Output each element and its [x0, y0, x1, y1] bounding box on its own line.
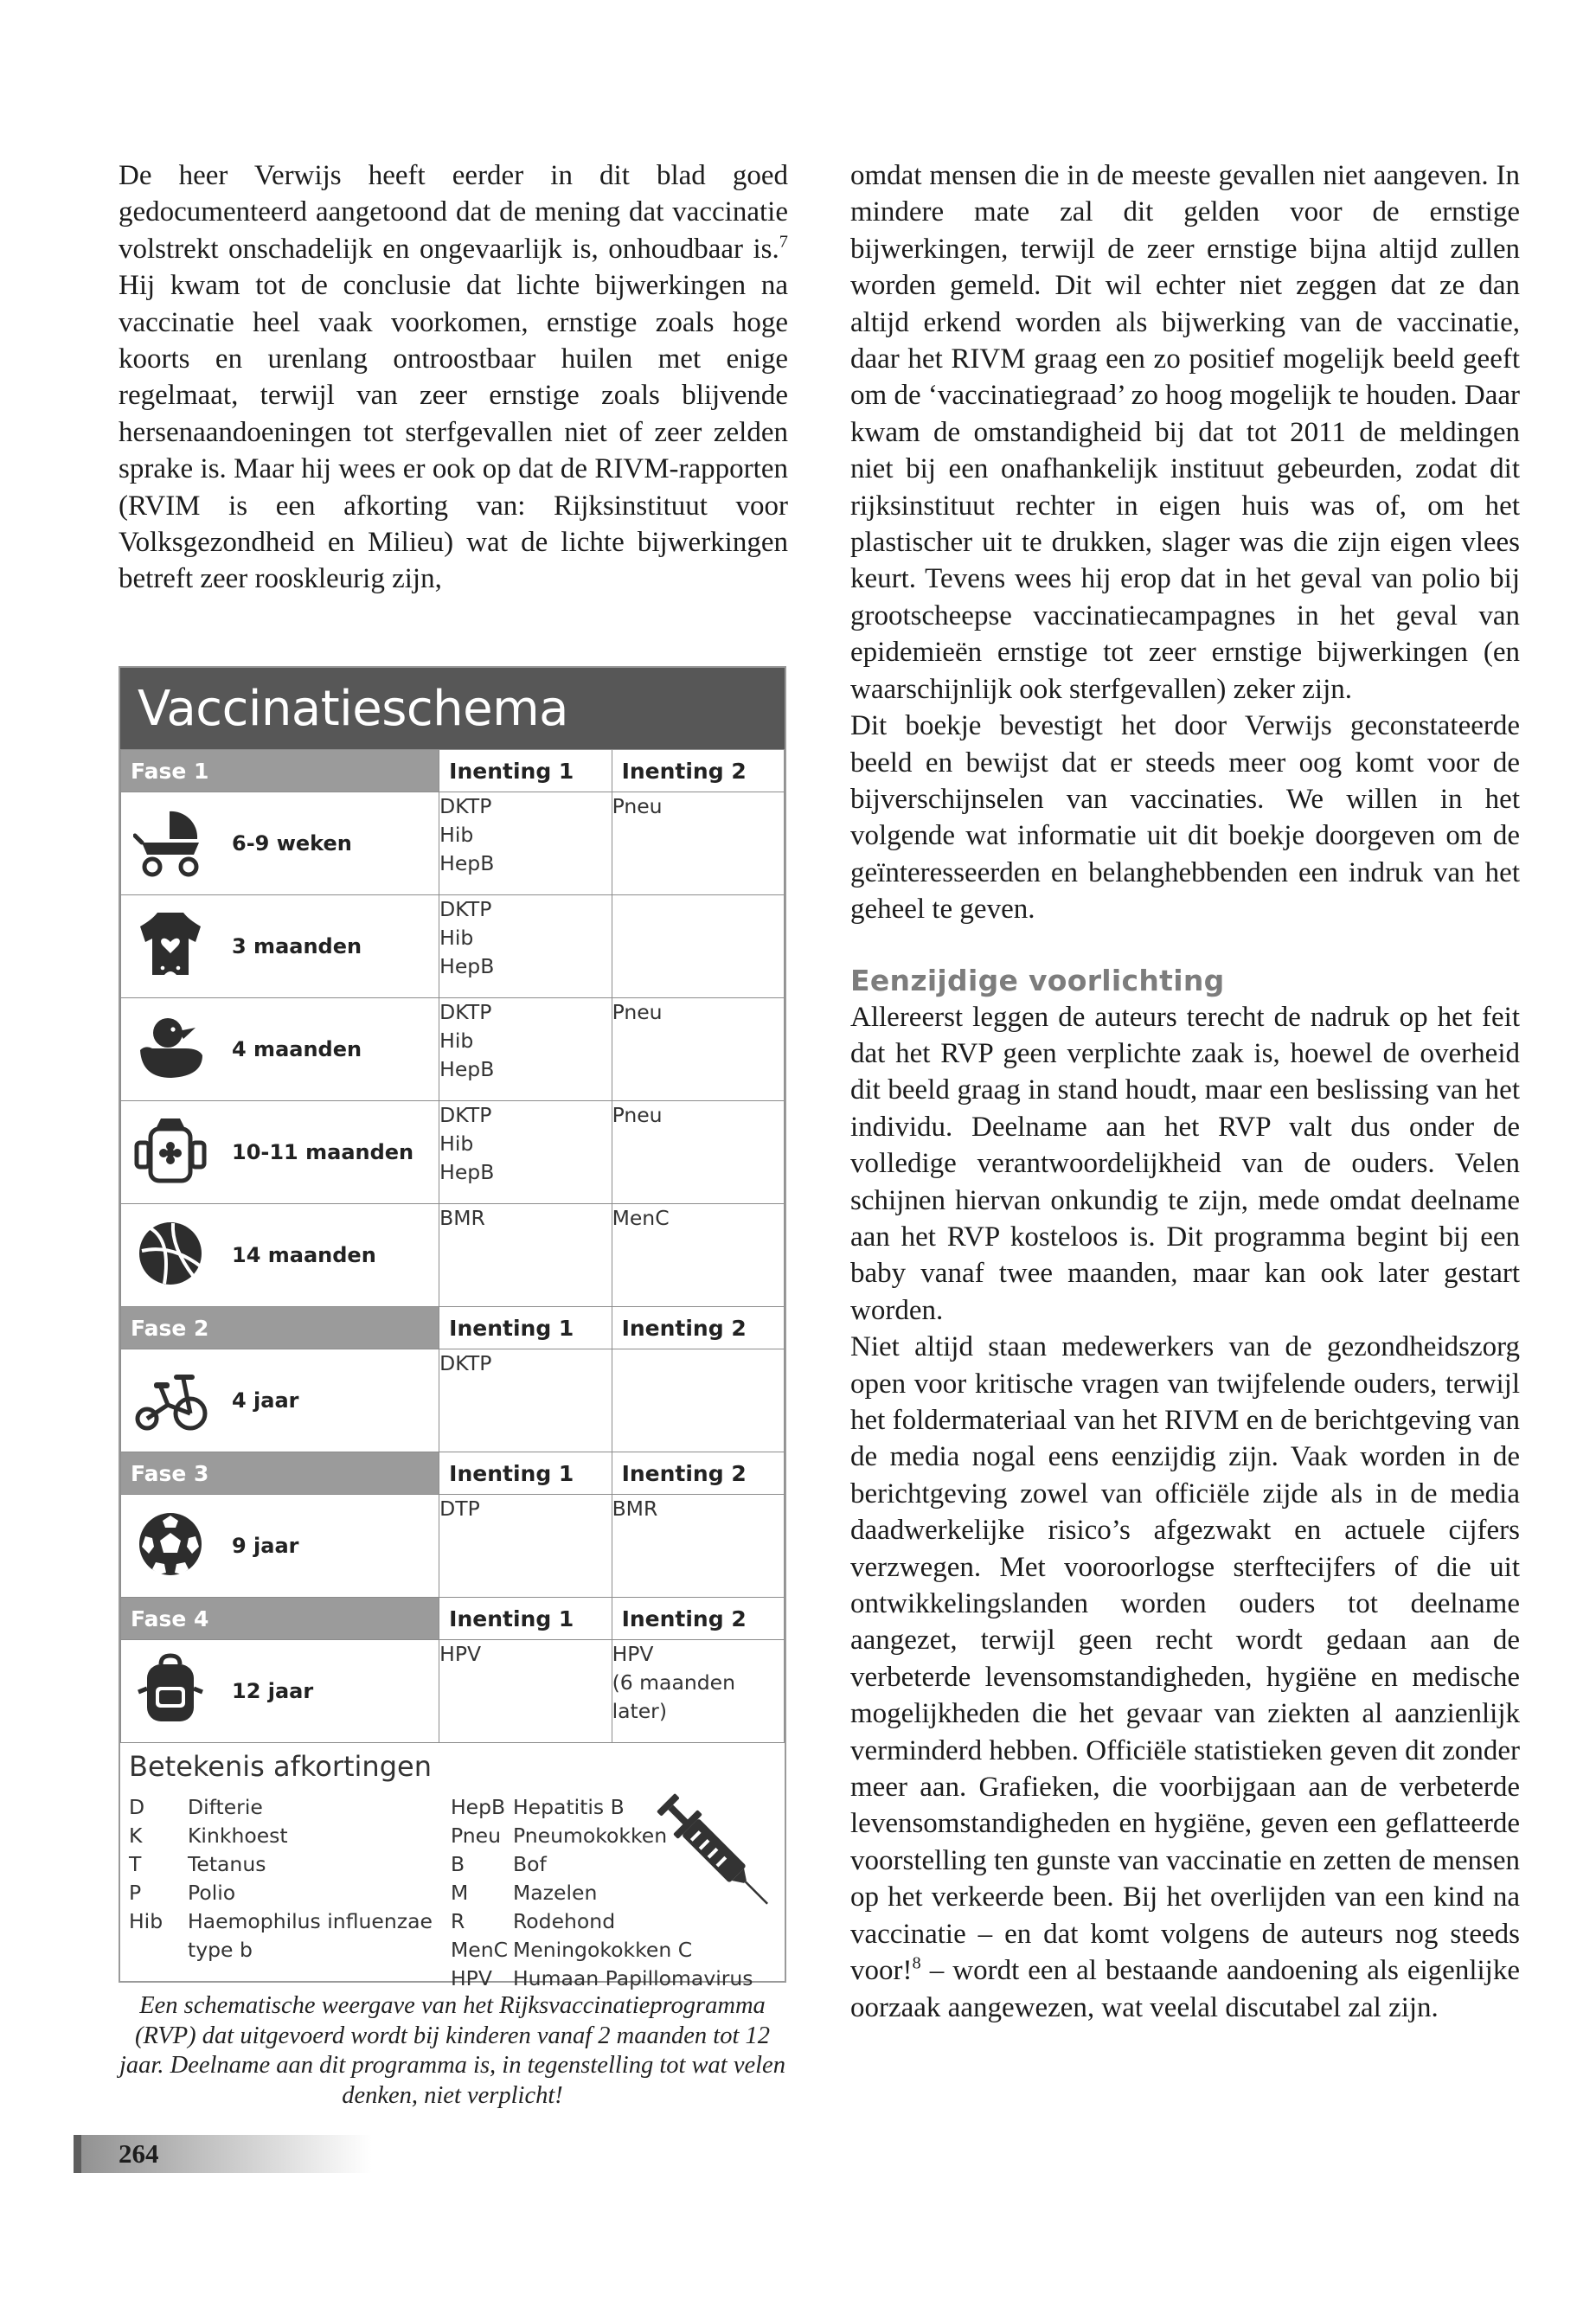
inenting-2-header: Inenting 2 — [612, 1307, 784, 1349]
vaccine-code: Hib — [439, 1131, 474, 1156]
right-paragraph-3: Allereerst leggen de auteurs terecht de nadruk op het feit dat het RVP geen verplichte zaak is, hoewel de overheid dit beeld graag in stand houdt, maar een beslissing van het individu. Deelname aan het RVP valt dus onder de volledige verantwoordelijkheid van de ouders. Velen schijnen hiervan onkundig te zijn, mede omdat deelname aan het RVP kosteloos is. Dit programma begint bij een baby vanaf twee maanden, maar kan ook later gestart worden. — [850, 1001, 1520, 1326]
sippy-cup-icon — [133, 1113, 208, 1188]
age-cell — [121, 792, 439, 895]
age-label: 12 jaar — [232, 1679, 314, 1703]
syringe-icon — [652, 1785, 773, 1914]
age-label: 4 maanden — [232, 1037, 362, 1061]
schedule-row — [121, 792, 785, 895]
legend-title: Betekenis afkortingen — [129, 1750, 432, 1783]
legend-abbr: Hib — [129, 1909, 163, 1933]
age-cell — [121, 1640, 439, 1743]
schedule-row — [121, 1640, 785, 1743]
legend-abbr: P — [129, 1881, 142, 1905]
legend-meaning: Rodehond — [513, 1909, 616, 1933]
vaccine-code: DKTP — [439, 1103, 492, 1127]
vaccine-code: (6 maanden — [612, 1670, 736, 1695]
inenting-2-header: Inenting 2 — [612, 750, 784, 792]
inenting-2-cell — [612, 998, 784, 1101]
inenting-1-cell — [439, 1349, 612, 1452]
legend-meaning: Humaan Papillomavirus — [513, 1966, 753, 1990]
legend-item — [129, 1793, 433, 1822]
legend-meaning: Bof — [513, 1852, 547, 1876]
legend-abbr: MenC — [451, 1938, 509, 1962]
inenting-1-header: Inenting 1 — [439, 1598, 612, 1640]
backpack-icon — [133, 1652, 208, 1727]
vaccine-code: Hib — [439, 1029, 474, 1053]
inenting-2-header: Inenting 2 — [612, 1452, 784, 1495]
schedule-row — [121, 1495, 785, 1598]
age-label: 9 jaar — [232, 1534, 299, 1558]
legend-meaning: type b — [188, 1938, 253, 1962]
inenting-2-cell — [612, 895, 784, 998]
legend-abbr: K — [129, 1823, 143, 1848]
inenting-2-cell — [612, 1101, 784, 1204]
legend-abbr: T — [129, 1852, 142, 1876]
footnote-ref-7[interactable]: 7 — [779, 232, 788, 252]
age-cell — [121, 1349, 439, 1452]
legend-item — [129, 1936, 433, 1965]
vaccine-code: HPV — [439, 1642, 482, 1666]
vaccine-code: Pneu — [612, 1103, 663, 1127]
legend-abbr: B — [451, 1852, 465, 1876]
legend-item — [129, 1822, 433, 1850]
rubber-duck-icon — [133, 1010, 208, 1085]
page-number: 264 — [119, 2138, 159, 2169]
abbreviations-legend — [120, 1743, 785, 1990]
vaccine-code: DKTP — [439, 1351, 492, 1375]
vaccine-code: BMR — [439, 1206, 485, 1230]
legend-meaning: Hepatitis B — [513, 1795, 625, 1819]
vaccine-code: Pneu — [612, 794, 663, 818]
vaccine-code: HepB — [439, 1057, 495, 1081]
legend-meaning: Kinkhoest — [188, 1823, 288, 1848]
age-cell — [121, 1495, 439, 1598]
inenting-2-header: Inenting 2 — [612, 1598, 784, 1640]
inenting-1-header: Inenting 1 — [439, 750, 612, 792]
inenting-1-header: Inenting 1 — [439, 1307, 612, 1349]
schedule-row — [121, 998, 785, 1101]
legend-meaning: Haemophilus influenzae — [188, 1909, 433, 1933]
figure-title: Vaccinatieschema — [120, 668, 785, 749]
phase-header — [121, 1307, 785, 1349]
soccer-ball-icon — [133, 1507, 208, 1581]
legend-abbr: M — [451, 1881, 469, 1905]
legend-abbr: D — [129, 1795, 145, 1819]
phase-label: Fase 1 — [121, 750, 439, 792]
vaccine-code: HepB — [439, 851, 495, 875]
vaccine-code: later) — [612, 1699, 667, 1723]
phase-label: Fase 3 — [121, 1452, 439, 1495]
right-paragraph-2: Dit boekje bevestigt het door Verwijs geconstateerde beeld en bewijst dat er steeds meer oog komt voor de bijverschijnselen van vaccinaties. We willen in het volgende wat informatie uit dit boekje doorgeven om de geïnteresseerden en belanghebbenden een indruk van het geheel te geven. — [850, 710, 1520, 926]
age-cell — [121, 1101, 439, 1204]
phase-label: Fase 4 — [121, 1598, 439, 1640]
legend-meaning: Pneumokokken — [513, 1823, 668, 1848]
inenting-2-cell — [612, 1640, 784, 1743]
legend-meaning: Meningokokken C — [513, 1938, 693, 1962]
age-label: 10-11 maanden — [232, 1140, 414, 1164]
inenting-2-cell — [612, 1204, 784, 1307]
phase-header — [121, 750, 785, 792]
vaccine-code: Pneu — [612, 1000, 663, 1024]
vaccine-code: BMR — [612, 1497, 658, 1521]
tricycle-icon — [133, 1362, 208, 1436]
left-column — [119, 157, 788, 598]
age-label: 6-9 weken — [232, 831, 352, 856]
phase-label: Fase 2 — [121, 1307, 439, 1349]
phase-header — [121, 1452, 785, 1495]
schedule-row — [121, 895, 785, 998]
vaccination-schedule-figure — [119, 666, 786, 1990]
legend-item — [129, 1850, 433, 1879]
inenting-1-cell — [439, 1101, 612, 1204]
inenting-1-cell — [439, 1204, 612, 1307]
vaccine-code: HepB — [439, 1160, 495, 1184]
vaccine-code: HPV — [612, 1642, 654, 1666]
schedule-row — [121, 1204, 785, 1307]
legend-abbr: HPV — [451, 1966, 492, 1990]
legend-meaning: Polio — [188, 1881, 236, 1905]
left-paragraph-1: De heer Verwijs heeft eerder in dit blad goed gedocumenteerd aangetoond dat de mening dat vaccinatie volstrekt onschadelijk en ongevaarlijk is, onhoudbaar is.$^7$ Hij kwam tot de conclusie dat lichte bijwerkingen na vaccinatie heel vaak voorkomen, ernstige zoals hoge koorts en urenlang ontroostbaar huilen met enige regelmaat, terwijl van zeer ernstige zoals blijvende hersenaandoeningen tot sterfgevallen niet of zeer zelden sprake is. Maar hij wees er ook op dat de RIVM-rapporten (RVIM is een afkorting van: Rijksinstituut voor Volksgezondheid en Milieu) wat de lichte bijwerkingen betreft zeer rooskleurig zijn, — [119, 160, 788, 595]
vaccine-code: DKTP — [439, 1000, 492, 1024]
age-cell — [121, 895, 439, 998]
age-label: 14 maanden — [232, 1243, 376, 1267]
legend-meaning: Mazelen — [513, 1881, 598, 1905]
right-paragraph-4: Niet altijd staan medewerkers van de gezondheidszorg open voor kritische vragen van twijfelende ouders, terwijl het foldermateriaal van het RIVM en de berichtgeving van de media nogal eens eenzijdig zijn. Vaak worden in de berichtgeving zowel van officiële zijde als in de media daadwerkelijke risico’s afgezwakt en actuele cijfers verzwegen. Met vooroorlogse sterftecijfers of die uit ontwikkelingslanden worden ouders tot deelname aangezet, terwijl geen recht wordt gedaan aan de verbeterde levensomstandigheden, hygiëne en medische mogelijkheden die het gevaar van ziekten al aanzienlijk verminderd hebben. Officiële statistieken geven dit zonder meer aan. Grafieken, die voorbijgaan aan de verbeterde levensomstandigheden en hygiëne, geven een geflatteerde voorstelling ten gunste van vaccinatie en zetten de mensen op het verkeerde been. Bij het overlijden van een kind na vaccinatie – en dat komt volgens de auteurs nog steeds voor!$^8$ – wordt een al bestaande aandoening als eigenlijke oorzaak aangewezen, wat veelal discutabel zal zijn. — [850, 1331, 1520, 2023]
vaccine-code: Hib — [439, 926, 474, 950]
schedule-row — [121, 1349, 785, 1452]
stroller-icon — [133, 804, 208, 879]
age-label: 3 maanden — [232, 934, 362, 958]
legend-item — [451, 1965, 753, 1993]
phase-header — [121, 1598, 785, 1640]
inenting-1-cell — [439, 792, 612, 895]
age-cell — [121, 1204, 439, 1307]
inenting-1-cell — [439, 895, 612, 998]
age-label: 4 jaar — [232, 1388, 299, 1413]
inenting-1-cell — [439, 1640, 612, 1743]
legend-abbr — [129, 1936, 188, 1965]
vaccine-code: MenC — [612, 1206, 670, 1230]
right-paragraph-1: omdat mensen die in de meeste gevallen niet aangeven. In mindere mate zal dit gelden voor de ernstige bijwerkingen, terwijl de zeer ernstige bijna altijd zullen worden gemeld. Dit wil echter niet zeggen dat ze dan altijd erkend worden als bijwerking van de vaccinatie, daar het RIVM graag een zo positief mogelijk beeld geeft om de ‘vaccinatiegraad’ zo hoog mogelijk te houden. Daar kwam de omstandigheid bij dat tot 2011 de meldingen niet bij een onafhankelijk instituut gebeurden, zodat dit rijksinstituut rechter in eigen huis was of, om het plastischer uit te drukken, slager was die zijn eigen vlees keurt. Tevens wees hij erop dat in het geval van polio bij grootscheepse vaccinatiecampagnes in het geval van epidemieën ernstige tot zeer ernstige bijwerkingen (en waarschijnlijk ook sterfgevallen) zeker zijn. — [850, 160, 1520, 705]
legend-abbr: R — [451, 1909, 465, 1933]
section-heading: Eenzijdige voorlichting — [850, 963, 1225, 997]
schedule-row — [121, 1101, 785, 1204]
legend-meaning: Tetanus — [188, 1852, 266, 1876]
inenting-1-cell — [439, 998, 612, 1101]
inenting-2-cell — [612, 792, 784, 895]
right-column — [850, 157, 1520, 2026]
legend-list-left — [129, 1793, 433, 1965]
page-number-bar — [74, 2135, 372, 2173]
legend-item — [129, 1879, 433, 1907]
legend-abbr: HepB — [451, 1795, 506, 1819]
vaccine-code: DKTP — [439, 794, 492, 818]
legend-meaning: Difterie — [188, 1795, 263, 1819]
schedule-table — [120, 749, 785, 1743]
footnote-ref-8[interactable]: 8 — [912, 1953, 921, 1973]
vaccine-code: DKTP — [439, 897, 492, 921]
vaccine-code: HepB — [439, 954, 495, 978]
figure-caption: Een schematische weergave van het Rijksvaccinatieprogramma (RVP) dat uitgevoerd wordt bij kinderen vanaf 2 maanden tot 12 jaar. Deelname aan dit programma is, in tegenstelling tot wat velen denken, niet verplicht! — [119, 1992, 785, 2109]
vaccine-code: DTP — [439, 1497, 480, 1521]
age-cell — [121, 998, 439, 1101]
onesie-icon — [133, 907, 208, 982]
vaccine-code: Hib — [439, 823, 474, 847]
beach-ball-icon — [133, 1216, 208, 1291]
legend-item — [451, 1936, 753, 1965]
inenting-2-cell — [612, 1349, 784, 1452]
legend-item — [129, 1907, 433, 1936]
inenting-1-cell — [439, 1495, 612, 1598]
inenting-1-header: Inenting 1 — [439, 1452, 612, 1495]
legend-abbr: Pneu — [451, 1823, 502, 1848]
inenting-2-cell — [612, 1495, 784, 1598]
